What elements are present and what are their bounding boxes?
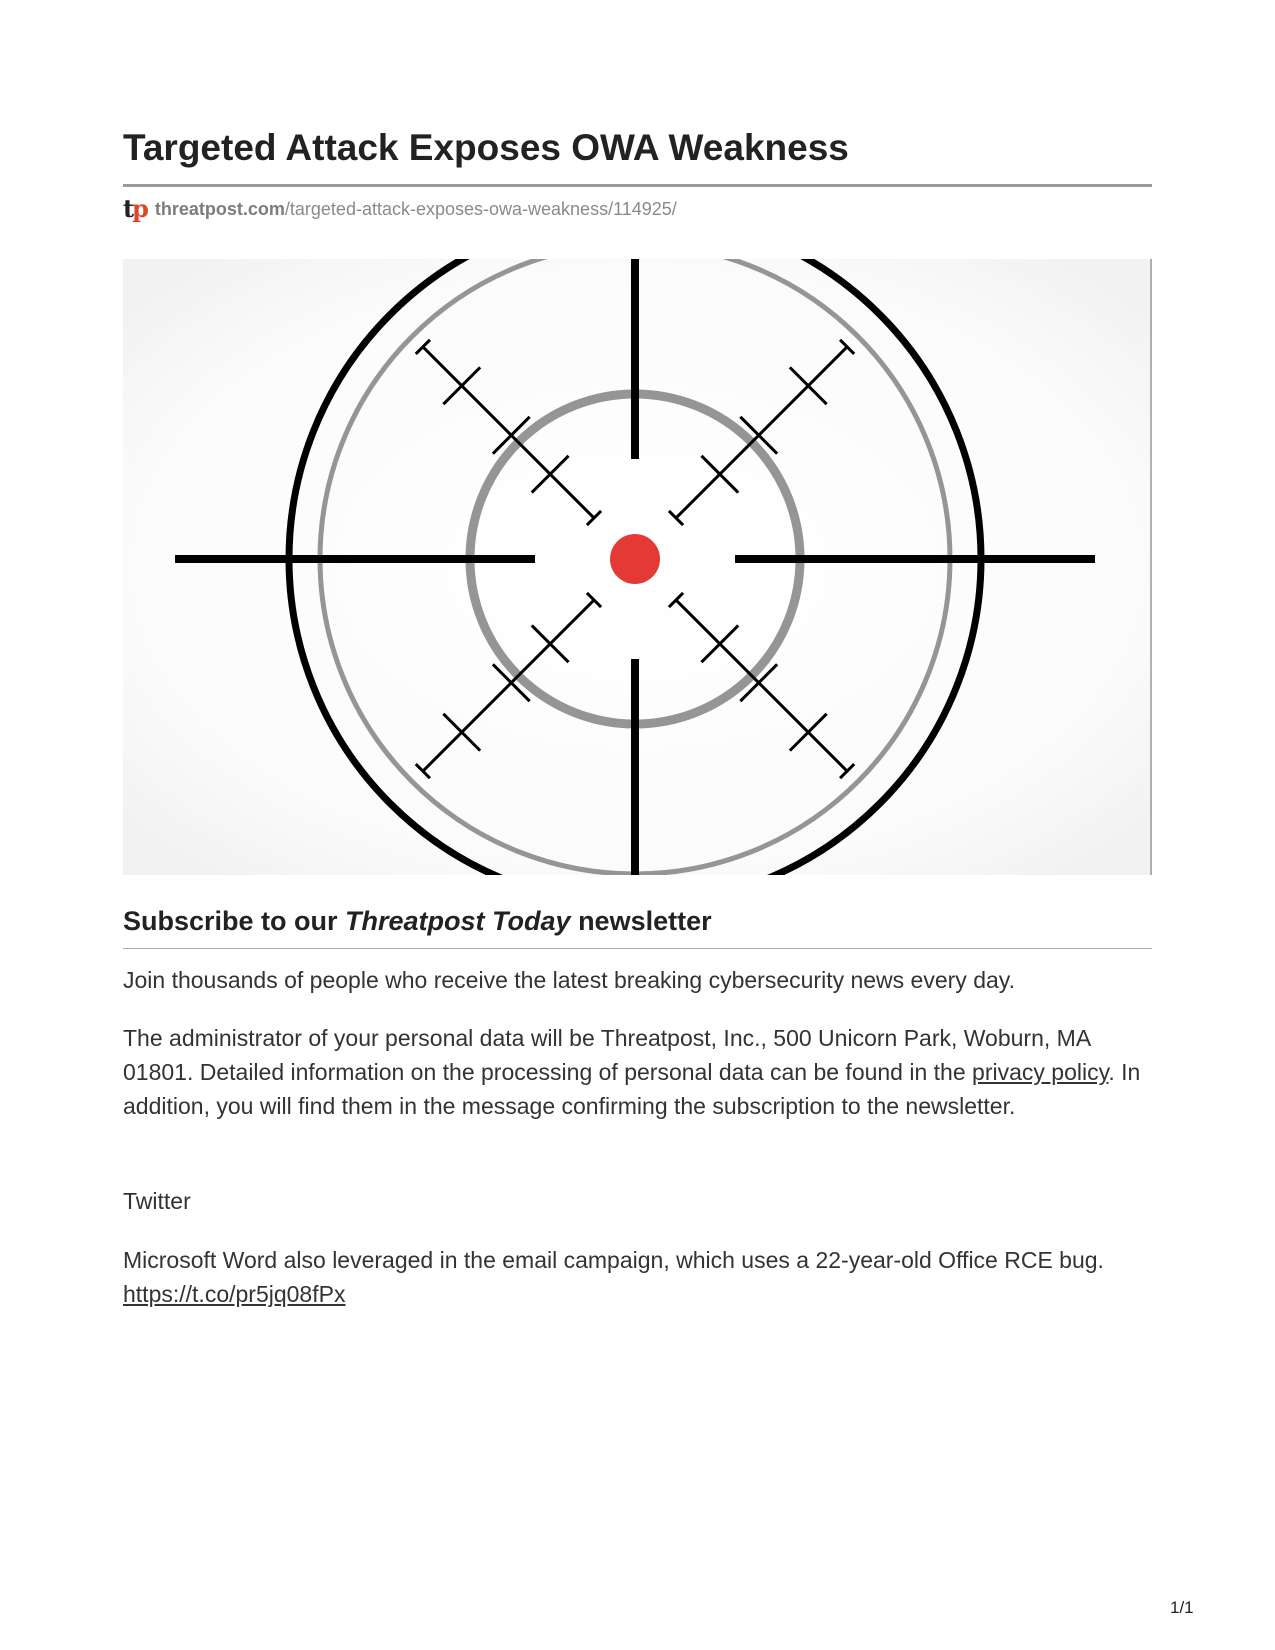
crosshair-target-image xyxy=(123,259,1152,875)
tweet-link[interactable]: https://t.co/pr5jq08fPx xyxy=(123,1281,346,1307)
page-indicator: 1/1 xyxy=(1170,1598,1194,1617)
target-center-dot xyxy=(610,534,660,584)
source-domain: threatpost.com xyxy=(154,198,285,219)
tweet-text: Microsoft Word also leveraged in the email campaign, which uses a 22-year-old Office RCE bug. https://t.co/pr5jq08fPx xyxy=(123,1247,1104,1307)
twitter-label: Twitter xyxy=(123,1188,191,1214)
source-path: /targeted-attack-exposes-owa-weakness/114925/ xyxy=(284,198,677,219)
source-line xyxy=(123,196,677,222)
newsletter-heading: Subscribe to our Threatpost Today newsletter xyxy=(123,906,712,936)
title-divider xyxy=(123,184,1152,187)
newsletter-description: Join thousands of people who receive the latest breaking cybersecurity news every day. xyxy=(123,967,1015,993)
privacy-policy-link[interactable]: privacy policy xyxy=(972,1059,1109,1085)
privacy-notice: The administrator of your personal data will be Threatpost, Inc., 500 Unicorn Park, Woburn, MA 01801. Detailed information on the processing of personal data can be found in the privacy policy. In addition, you will find them in the message confirming the subscription to the newsletter. xyxy=(123,1025,1141,1119)
article-title: Targeted Attack Exposes OWA Weakness xyxy=(123,127,849,168)
hero-image xyxy=(123,259,1152,875)
newsletter-divider xyxy=(123,948,1152,949)
threatpost-logo-icon: tp xyxy=(123,194,147,223)
